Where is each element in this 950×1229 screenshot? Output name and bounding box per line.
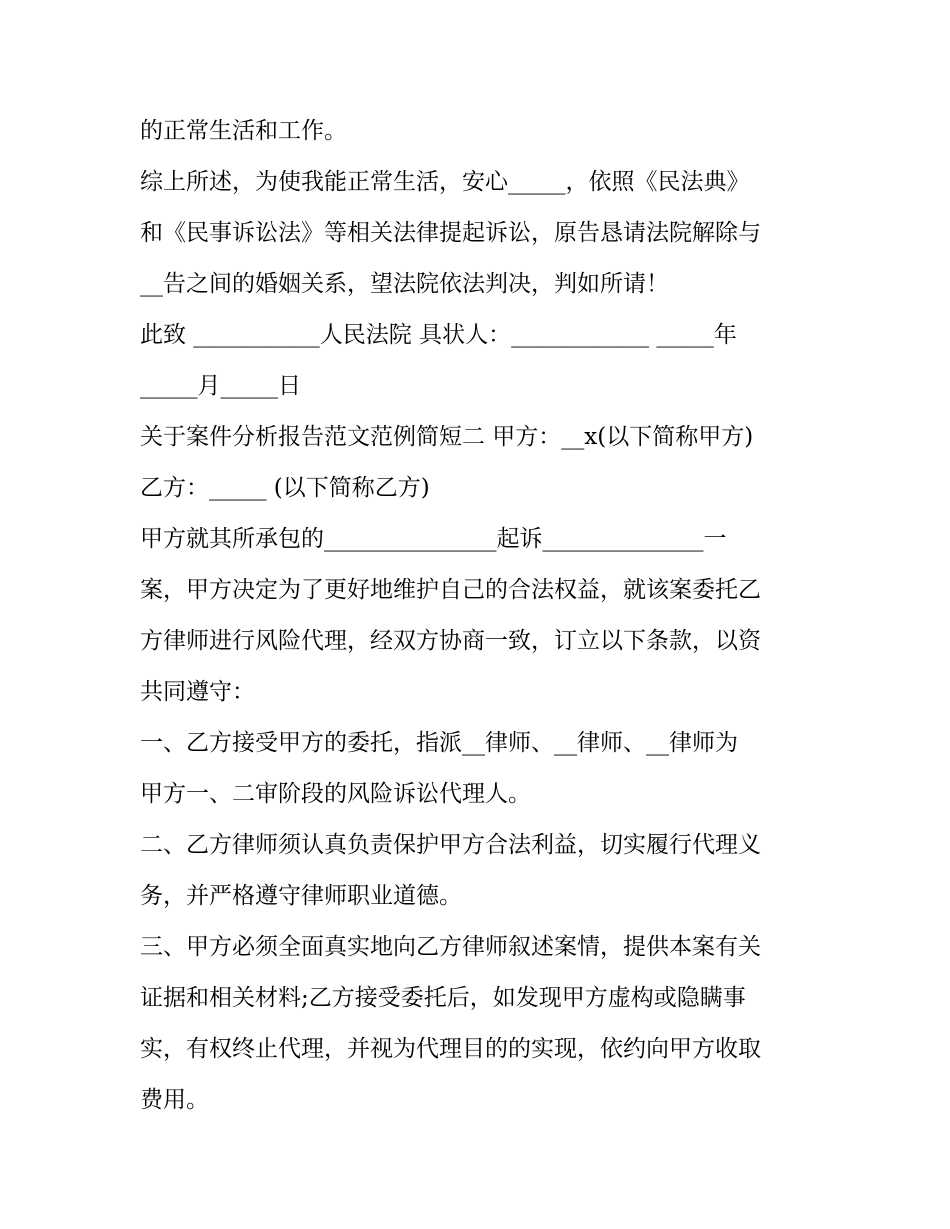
text-line: 甲方一、二审阶段的风险诉讼代理人。 [140, 781, 531, 807]
text-line: 费用。 [140, 1087, 209, 1113]
text-line: 实，有权终止代理，并视为代理目的的实现，依约向甲方收取 [140, 1036, 761, 1062]
text-line: 此致 ___________人民法院 具状人：____________ _____年 [140, 322, 737, 348]
text-line: _____月_____日 [140, 373, 301, 399]
text-line: 关于案件分析报告范文范例简短二 甲方：__x(以下简称甲方) [140, 424, 754, 450]
text-line: 三、甲方必须全面真实地向乙方律师叙述案情，提供本案有关 [140, 934, 761, 960]
text-line: 案，甲方决定为了更好地维护自己的合法权益，就该案委托乙 [140, 577, 761, 603]
text-line: 乙方：_____ (以下简称乙方) [140, 475, 430, 501]
text-line: 甲方就其所承包的_______________起诉______________一 [140, 526, 727, 552]
text-line: __告之间的婚姻关系，望法院依法判决，判如所请！ [140, 271, 669, 297]
text-line: 和《民事诉讼法》等相关法律提起诉讼，原告恳请法院解除与 [140, 220, 761, 246]
text-line: 务，并严格遵守律师职业道德。 [140, 883, 462, 909]
text-line: 证据和相关材料;乙方接受委托后，如发现甲方虚构或隐瞒事 [140, 985, 746, 1011]
text-line: 共同遵守： [140, 679, 255, 705]
text-line: 综上所述，为使我能正常生活，安心_____，依照《民法典》 [140, 169, 750, 195]
document-body [140, 106, 820, 1126]
text-line: 的正常生活和工作。 [140, 118, 347, 144]
text-line: 方律师进行风险代理，经双方协商一致，订立以下条款，以资 [140, 628, 761, 654]
text-line: 二、乙方律师须认真负责保护甲方合法利益，切实履行代理义 [140, 832, 761, 858]
text-line: 一、乙方接受甲方的委托，指派__律师、__律师、__律师为 [140, 730, 738, 756]
